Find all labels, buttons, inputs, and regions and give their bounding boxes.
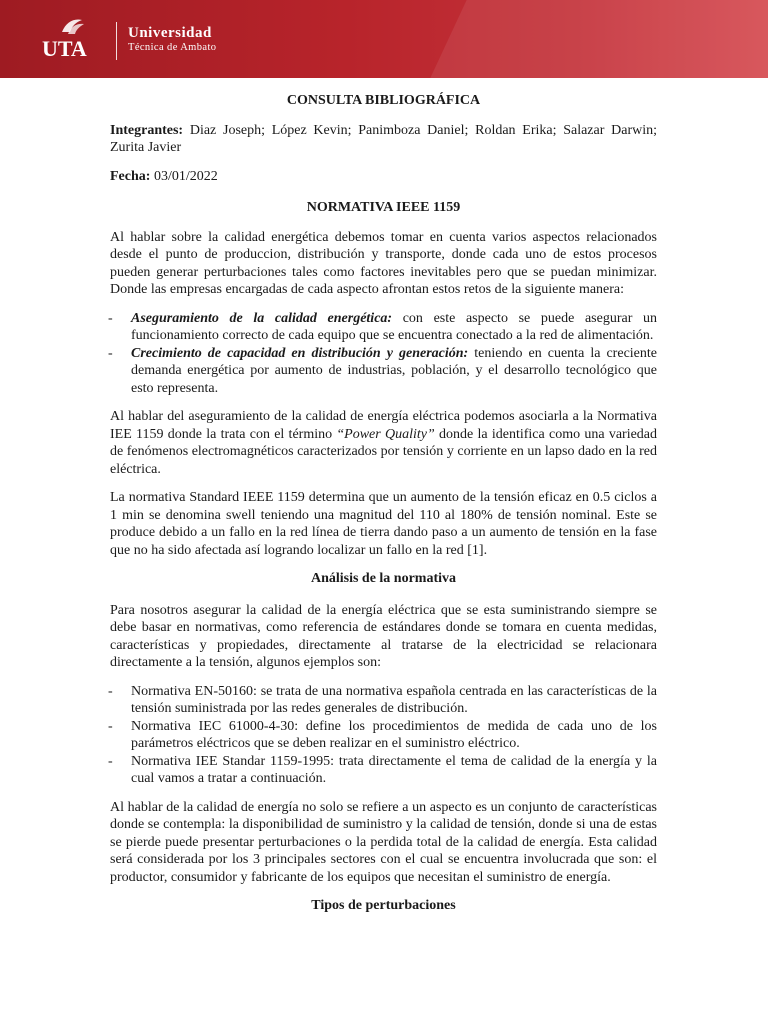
paragraph-4: Para nosotros asegurar la calidad de la energía eléctrica que se esta suministrando siempre se debe basar en normativas, como referencia de estándares donde se tomara en cuenta medidas, características y propiedades, directamente al tratarse de la electricidad se relacionara directamente a la tensión, algunos ejemplos son: [110,602,657,670]
bullet-list-1 [110,310,657,398]
document-title: CONSULTA BIBLIOGRÁFICA [286,93,481,108]
paragraph-2-part-a: Al hablar del aseguramiento de la calidad de energía eléctrica podemos asociarla a la Normativa IEE 1159 donde la trata con el término [110,409,657,442]
power-quality-term: “Power Quality” [336,426,435,442]
list-item: - Normativa IEC 61000-4-30: define los procedimientos de medida de cada uno de los parámetros eléctricos que se deben realizar en el suministro eléctrico. [110,718,657,753]
uta-logo-icon [40,14,104,64]
paragraph-1: Al hablar sobre la calidad energética debemos tomar en cuenta varios aspectos relacionados desde el punto de produccion, distribución y transporte, donde cada uno de estos procesos pueden generar perturbaciones tales como factores inevitables pero que se puedan minimizar. Donde las empresas encargadas de cada aspecto afrontan estos retos de la siguiente manera: [110,229,657,297]
list-item-text: teniendo en cuenta la creciente demanda energética por aumento de industrias, población, y el desarrollo tecnológico que esto representa. [131,345,657,396]
list-item-bold: Crecimiento de capacidad en distribución y generación: [131,345,469,361]
list-item [110,310,657,345]
bullet-list-2 [110,683,657,788]
section-title-analisis: Análisis de la normativa [310,571,457,586]
section-title-normativa: NORMATIVA IEEE 1159 [306,200,461,215]
list-item [110,345,657,398]
banner-decoration [415,0,768,78]
members-value: Diaz Joseph; López Kevin; Panimboza Daniel; Roldan Erika; Salazar Darwin; Zurita Javier [110,122,657,155]
paragraph-2-part-b: donde la identifica como una variedad de fenómenos electromagnéticos caracterizados por tensión y corriente en un lapso dado en la red eléctrica. [110,426,658,477]
date-label: Fecha: [110,168,151,184]
paragraph-5: Al hablar de la calidad de energía no solo se refiere a un aspecto es un conjunto de características donde se contempla: la disponibilidad de suministro y la calidad de tensión, donde si una de estas se pierde puede presentar perturbaciones o la perdida total de la calidad de energía. Esta calidad será considerada por los 3 principales sectores con el cual se encuentra involucrada que son: el productor, consumidor y fabricante de los equipos que necesitan el suministro de energía. [110,799,657,885]
section-title-perturbaciones: Tipos de perturbaciones [311,898,456,913]
university-line1: Universidad [128,25,212,41]
logo-text: UTA [42,36,87,61]
logo-divider [116,22,117,60]
date-value: 03/01/2022 [153,168,218,184]
list-item: - Normativa EN-50160: se trata de una normativa española centrada en las características de la tensión suministrada por las redes generales de distribución. [110,683,657,718]
members-paragraph [110,122,657,157]
members-label: Integrantes: [110,122,184,138]
date-paragraph [110,168,657,186]
list-item-text: con este aspecto se puede asegurar un funcionamiento correcto de cada equipo que se encuentra conectado a la red de alimentación. [131,310,657,343]
document-body [110,92,657,929]
header-banner [0,0,768,78]
paragraph-3: La normativa Standard IEEE 1159 determina que un aumento de la tensión eficaz en 0.5 ciclos a 1 min se denomina swell teniendo una magnitud del 110 al 180% de tensión nominal. Este se produce debido a un fallo en la red línea de tierra dando paso a un aumento de tensión en la fase que no ha sido afectada así logrando localizar un fallo en la red [1]. [110,490,657,558]
paragraph-2 [110,408,657,478]
university-name [128,26,216,54]
list-item-bold: Aseguramiento de la calidad energética: [131,310,393,326]
university-line2: Técnica de Ambato [128,42,217,53]
list-item: - Normativa IEE Standar 1159-1995: trata directamente el tema de calidad de la energía y la cual vamos a tratar a continuación. [110,753,657,788]
